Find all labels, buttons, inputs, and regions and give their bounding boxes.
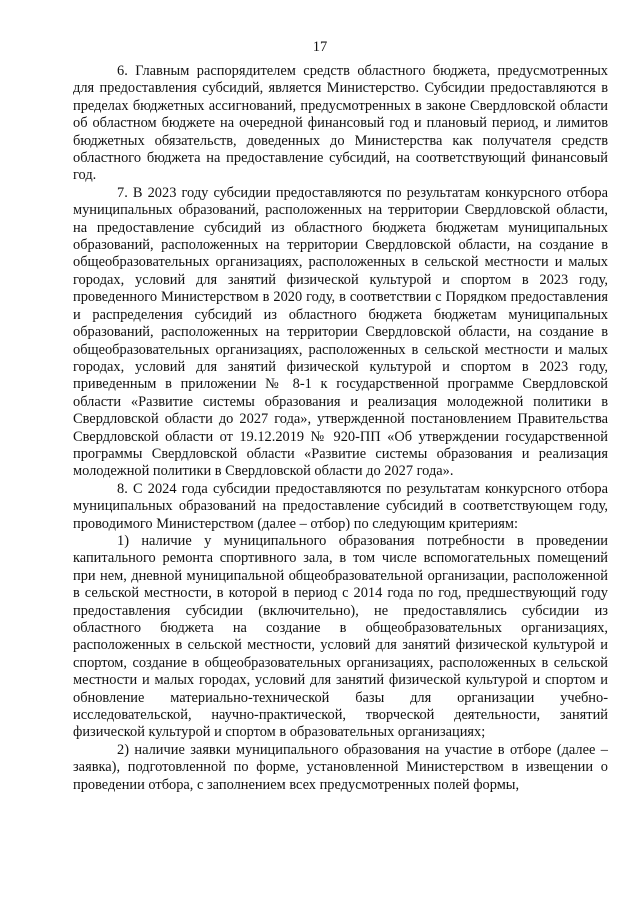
paragraph-6: 6. Главным распорядителем средств областного бюджета, предусмотренных для предоставления субсидий, является Министерство. Субсидии предоставляются в пределах бюджетных ассигнований, предусмотренных в законе Свердловской области об областном бюджете на очередной финансовый год и плановый период, и лимитов бюджетных обязательств, доведенных до Министерства как получателя средств областного бюджета на предоставление субсидий, на соответствующий финансовый год. — [73, 63, 608, 184]
criterion-1: 1) наличие у муниципального образования потребности в проведении капитального ремонта спортивного зала, в том числе вспомогательных помещений при нем, дневной муниципальной общеобразовательной организации, расположенной в сельской местности, в которой в период с 2014 года по год, предшествующий году предоставления субсидии (включительно), не предоставлялись субсидии из областного бюджета на создание в общеобразовательных организациях, расположенных в сельской местности, условий для занятий физической культурой и спортом, создание в общеобразовательных организациях, расположенных в сельской местности и малых городах, условий для занятий физической культурой и спортом и обновление материально-технической базы для организации учебно-исследовательской, научно-практической, творческой деятельности, занятий физической культурой и спортом в образовательных организациях; — [73, 532, 608, 741]
document-body — [73, 63, 608, 794]
paragraph-8: 8. С 2024 года субсидии предоставляются по результатам конкурсного отбора муниципальных образований на предоставление субсидий в соответствующем году, проводимого Министерством (далее – отбор) по следующим критериям: — [73, 480, 608, 532]
paragraph-7: 7. В 2023 году субсидии предоставляются по результатам конкурсного отбора муниципальных образований, расположенных на территории Свердловской области, на предоставление субсидий из областного бюджета бюджетам муниципальных образований, расположенных на территории Свердловской области, на создание в общеобразовательных организациях, расположенных в сельской местности и малых городах, условий для занятий физической культурой и спортом в 2023 году, проведенного Министерством в 2020 году, в соответствии с Порядком предоставления и распределения субсидий из областного бюджета бюджетам муниципальных образований, расположенных на территории Свердловской области, на создание в общеобразовательных организациях, расположенных в сельской местности и малых городах, условий для занятий физической культурой и спортом в 2023 году, приведенным в приложении № 8-1 к государственной программе Свердловской области «Развитие системы образования и реализация молодежной политики в Свердловской области до 2027 года», утвержденной постановлением Правительства Свердловской области от 19.12.2019 № 920-ПП «Об утверждении государственной программы Свердловской области «Развитие системы образования и реализация молодежной политики в Свердловской области до 2027 года». — [73, 184, 608, 480]
criterion-2: 2) наличие заявки муниципального образования на участие в отборе (далее – заявка), подготовленной по форме, установленной Министерством в извещении о проведении отбора, с заполнением всех предусмотренных полей формы, — [73, 741, 608, 793]
page-number: 17 — [312, 39, 328, 55]
